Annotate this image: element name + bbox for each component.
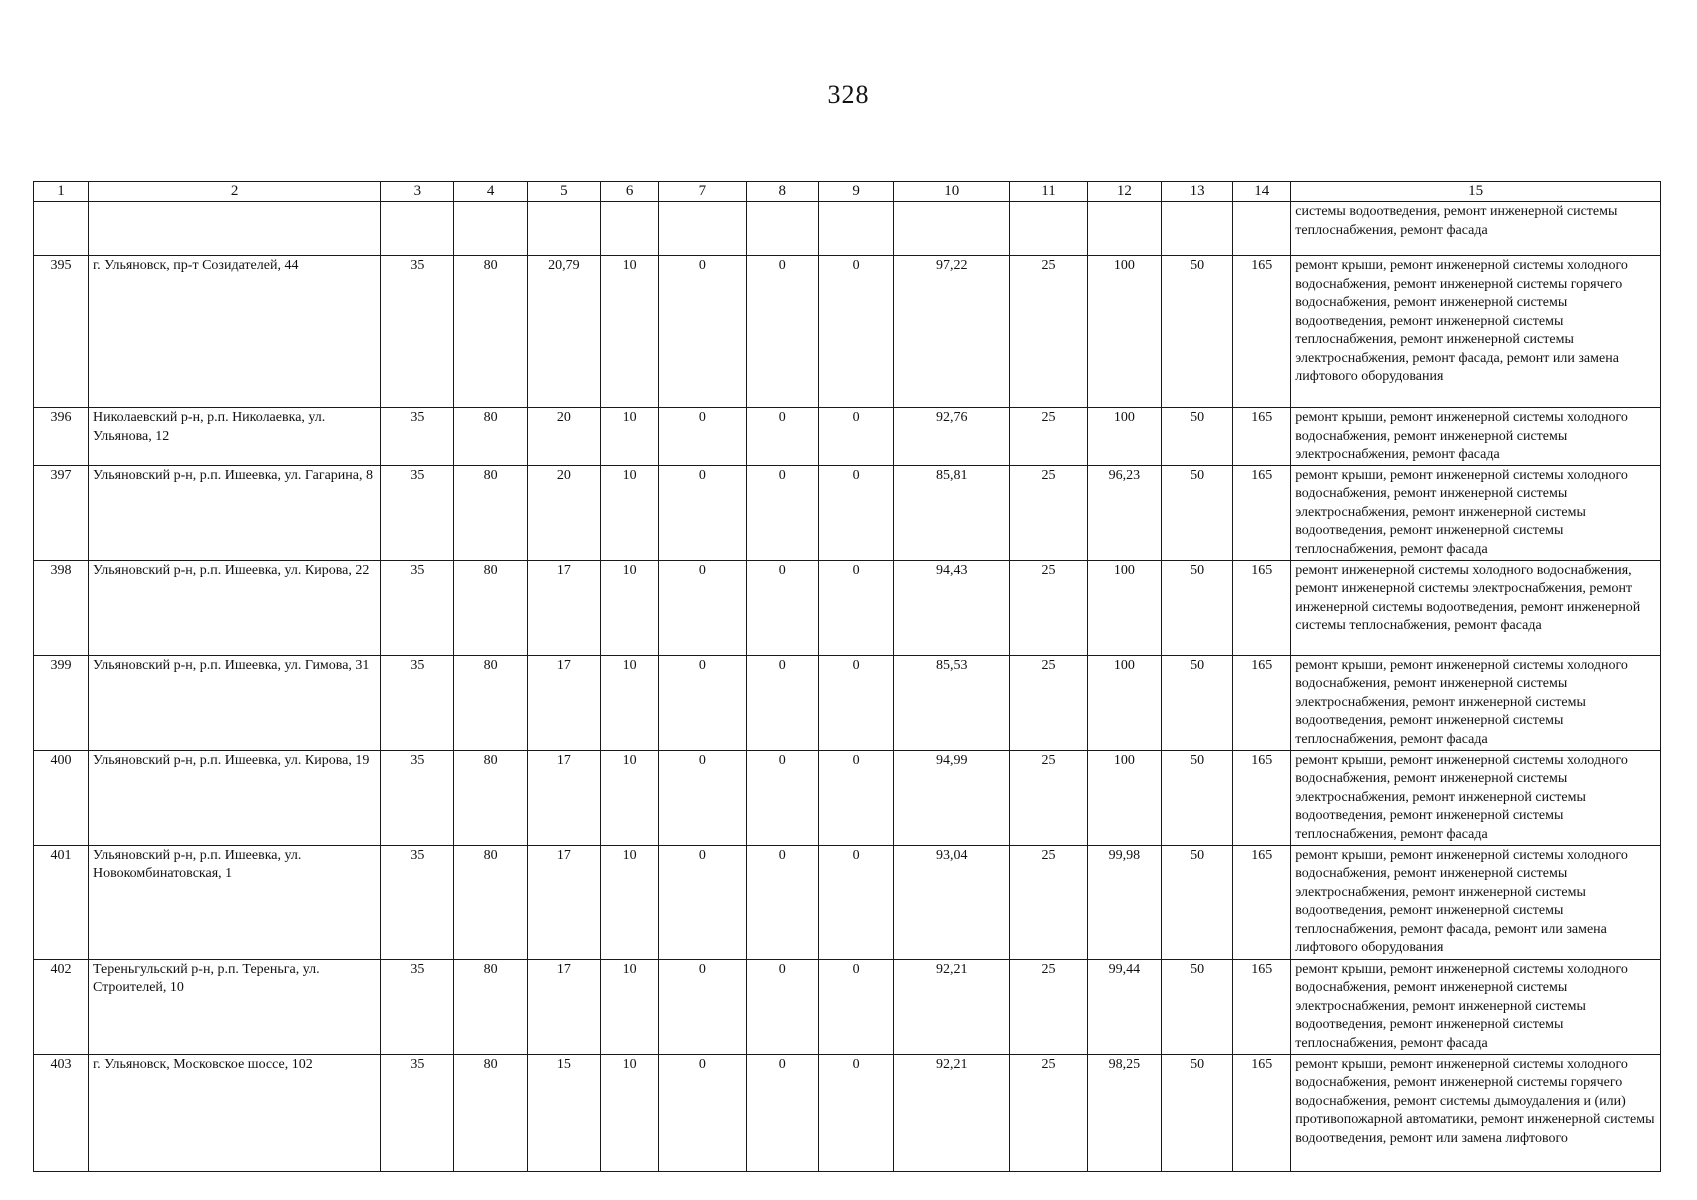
column-header: 13 [1162, 182, 1233, 202]
col7-value: 0 [659, 959, 747, 1054]
address-cell: Ульяновский р-н, р.п. Ишеевка, ул. Кирова, 22 [88, 560, 380, 655]
table-row [34, 655, 1661, 750]
col6-value: 10 [601, 1054, 659, 1171]
row-number: 395 [34, 256, 89, 408]
row-number: 402 [34, 959, 89, 1054]
col8-value: 0 [746, 1054, 818, 1171]
col5-value: 20,79 [527, 256, 600, 408]
col3-value: 35 [381, 845, 454, 959]
table-row [34, 959, 1661, 1054]
address-cell: Николаевский р-н, р.п. Николаевка, ул. Ульянова, 12 [88, 408, 380, 466]
table-row [34, 750, 1661, 845]
address-cell: г. Ульяновск, пр-т Созидателей, 44 [88, 256, 380, 408]
col6-value: 10 [601, 959, 659, 1054]
col5-value: 15 [527, 1054, 600, 1171]
col13-value: 50 [1162, 560, 1233, 655]
column-header: 10 [894, 182, 1010, 202]
continuation-row [34, 202, 1661, 256]
col11-value: 25 [1010, 408, 1087, 466]
col14-value: 165 [1233, 560, 1291, 655]
work-description: ремонт крыши, ремонт инженерной системы холодного водоснабжения, ремонт инженерной системы электроснабжения, ремонт фасада [1291, 408, 1661, 466]
col10-value: 85,53 [894, 655, 1010, 750]
col13-value: 50 [1162, 465, 1233, 560]
column-header: 7 [659, 182, 747, 202]
col4-value: 80 [454, 465, 527, 560]
col13-value: 50 [1162, 845, 1233, 959]
col12-value: 100 [1087, 560, 1161, 655]
col4-value: 80 [454, 845, 527, 959]
col3-value: 35 [381, 408, 454, 466]
column-header: 3 [381, 182, 454, 202]
row-number: 400 [34, 750, 89, 845]
col10-value: 94,99 [894, 750, 1010, 845]
row-number: 401 [34, 845, 89, 959]
row-number: 398 [34, 560, 89, 655]
col13-value: 50 [1162, 408, 1233, 466]
column-header: 2 [88, 182, 380, 202]
work-description: ремонт крыши, ремонт инженерной системы холодного водоснабжения, ремонт инженерной системы электроснабжения, ремонт инженерной системы водоотведения, ремонт инженерной системы теплоснабжения, ремонт фасада [1291, 959, 1661, 1054]
address-cell: Ульяновский р-н, р.п. Ишеевка, ул. Гагарина, 8 [88, 465, 380, 560]
col8-value: 0 [746, 750, 818, 845]
column-header: 6 [601, 182, 659, 202]
col11-value: 25 [1010, 560, 1087, 655]
table-row [34, 256, 1661, 408]
column-header: 4 [454, 182, 527, 202]
col3-value: 35 [381, 465, 454, 560]
col7-value: 0 [659, 256, 747, 408]
work-description: ремонт крыши, ремонт инженерной системы холодного водоснабжения, ремонт инженерной системы электроснабжения, ремонт инженерной системы водоотведения, ремонт инженерной системы теплоснабжения, ремонт фасада [1291, 750, 1661, 845]
col10-value: 92,21 [894, 959, 1010, 1054]
col10-value: 93,04 [894, 845, 1010, 959]
col12-value: 100 [1087, 256, 1161, 408]
work-description: ремонт крыши, ремонт инженерной системы холодного водоснабжения, ремонт инженерной системы электроснабжения, ремонт инженерной системы водоотведения, ремонт инженерной системы теплоснабжения, ремонт фасада, ремонт или замена лифтового оборудования [1291, 845, 1661, 959]
col3-value: 35 [381, 959, 454, 1054]
col6-value: 10 [601, 560, 659, 655]
col8-value: 0 [746, 256, 818, 408]
col10-value: 92,21 [894, 1054, 1010, 1171]
address-cell: Ульяновский р-н, р.п. Ишеевка, ул. Гимова, 31 [88, 655, 380, 750]
col5-value: 17 [527, 560, 600, 655]
col3-value: 35 [381, 1054, 454, 1171]
col13-value: 50 [1162, 655, 1233, 750]
col4-value: 80 [454, 1054, 527, 1171]
row-number: 397 [34, 465, 89, 560]
col9-value: 0 [818, 1054, 893, 1171]
column-header: 12 [1087, 182, 1161, 202]
col6-value: 10 [601, 408, 659, 466]
col13-value: 50 [1162, 256, 1233, 408]
col14-value: 165 [1233, 465, 1291, 560]
col8-value: 0 [746, 845, 818, 959]
col8-value: 0 [746, 408, 818, 466]
col6-value: 10 [601, 750, 659, 845]
col4-value: 80 [454, 655, 527, 750]
column-header: 9 [818, 182, 893, 202]
col8-value: 0 [746, 465, 818, 560]
col11-value: 25 [1010, 655, 1087, 750]
work-description: ремонт крыши, ремонт инженерной системы холодного водоснабжения, ремонт инженерной системы электроснабжения, ремонт инженерной системы водоотведения, ремонт инженерной системы теплоснабжения, ремонт фасада [1291, 465, 1661, 560]
address-cell: Тереньгульский р-н, р.п. Тереньга, ул. Строителей, 10 [88, 959, 380, 1054]
table-row [34, 560, 1661, 655]
col12-value: 100 [1087, 655, 1161, 750]
col9-value: 0 [818, 256, 893, 408]
col14-value: 165 [1233, 256, 1291, 408]
col9-value: 0 [818, 845, 893, 959]
col7-value: 0 [659, 750, 747, 845]
col5-value: 17 [527, 959, 600, 1054]
col5-value: 20 [527, 465, 600, 560]
table-row [34, 845, 1661, 959]
col11-value: 25 [1010, 959, 1087, 1054]
col13-value: 50 [1162, 1054, 1233, 1171]
col12-value: 100 [1087, 408, 1161, 466]
col12-value: 99,98 [1087, 845, 1161, 959]
col9-value: 0 [818, 750, 893, 845]
col13-value: 50 [1162, 750, 1233, 845]
address-cell: г. Ульяновск, Московское шоссе, 102 [88, 1054, 380, 1171]
col11-value: 25 [1010, 1054, 1087, 1171]
col8-value: 0 [746, 560, 818, 655]
work-description: системы водоотведения, ремонт инженерной системы теплоснабжения, ремонт фасада [1291, 202, 1661, 256]
table-row [34, 465, 1661, 560]
column-header: 8 [746, 182, 818, 202]
col14-value: 165 [1233, 845, 1291, 959]
col12-value: 99,44 [1087, 959, 1161, 1054]
row-number: 399 [34, 655, 89, 750]
table-header-row [34, 182, 1661, 202]
col5-value: 17 [527, 655, 600, 750]
column-header: 5 [527, 182, 600, 202]
repair-program-table [33, 181, 1661, 1172]
table-row [34, 1054, 1661, 1171]
col7-value: 0 [659, 1054, 747, 1171]
col4-value: 80 [454, 959, 527, 1054]
col12-value: 96,23 [1087, 465, 1161, 560]
address-cell: Ульяновский р-н, р.п. Ишеевка, ул. Кирова, 19 [88, 750, 380, 845]
column-header: 15 [1291, 182, 1661, 202]
work-description: ремонт крыши, ремонт инженерной системы холодного водоснабжения, ремонт инженерной системы электроснабжения, ремонт инженерной системы водоотведения, ремонт инженерной системы теплоснабжения, ремонт фасада [1291, 655, 1661, 750]
col7-value: 0 [659, 408, 747, 466]
column-header: 14 [1233, 182, 1291, 202]
row-number: 403 [34, 1054, 89, 1171]
col14-value: 165 [1233, 1054, 1291, 1171]
col11-value: 25 [1010, 465, 1087, 560]
column-header: 1 [34, 182, 89, 202]
row-number: 396 [34, 408, 89, 466]
col11-value: 25 [1010, 845, 1087, 959]
col10-value: 85,81 [894, 465, 1010, 560]
col8-value: 0 [746, 655, 818, 750]
col12-value: 98,25 [1087, 1054, 1161, 1171]
col4-value: 80 [454, 408, 527, 466]
col5-value: 17 [527, 845, 600, 959]
col7-value: 0 [659, 560, 747, 655]
col9-value: 0 [818, 408, 893, 466]
col10-value: 92,76 [894, 408, 1010, 466]
col7-value: 0 [659, 845, 747, 959]
col4-value: 80 [454, 750, 527, 845]
column-header: 11 [1010, 182, 1087, 202]
col8-value: 0 [746, 959, 818, 1054]
col3-value: 35 [381, 256, 454, 408]
col3-value: 35 [381, 560, 454, 655]
col3-value: 35 [381, 750, 454, 845]
col9-value: 0 [818, 560, 893, 655]
col4-value: 80 [454, 560, 527, 655]
col11-value: 25 [1010, 256, 1087, 408]
work-description: ремонт крыши, ремонт инженерной системы холодного водоснабжения, ремонт инженерной системы горячего водоснабжения, ремонт системы дымоудаления и (или) противопожарной автоматики, ремонт инженерной системы водоотведения, ремонт или замена лифтового [1291, 1054, 1661, 1171]
col10-value: 97,22 [894, 256, 1010, 408]
col9-value: 0 [818, 655, 893, 750]
col14-value: 165 [1233, 750, 1291, 845]
col6-value: 10 [601, 256, 659, 408]
work-description: ремонт инженерной системы холодного водоснабжения, ремонт инженерной системы электроснабжения, ремонт инженерной системы водоотведения, ремонт инженерной системы теплоснабжения, ремонт фасада [1291, 560, 1661, 655]
address-cell: Ульяновский р-н, р.п. Ишеевка, ул. Новокомбинатовская, 1 [88, 845, 380, 959]
table-row [34, 408, 1661, 466]
col14-value: 165 [1233, 408, 1291, 466]
col9-value: 0 [818, 465, 893, 560]
col14-value: 165 [1233, 959, 1291, 1054]
col4-value: 80 [454, 256, 527, 408]
work-description: ремонт крыши, ремонт инженерной системы холодного водоснабжения, ремонт инженерной системы горячего водоснабжения, ремонт инженерной системы водоотведения, ремонт инженерной системы теплоснабжения, ремонт инженерной системы электроснабжения, ремонт фасада, ремонт или замена лифтового оборудования [1291, 256, 1661, 408]
page-number: 328 [827, 80, 870, 109]
col7-value: 0 [659, 465, 747, 560]
col11-value: 25 [1010, 750, 1087, 845]
col14-value: 165 [1233, 655, 1291, 750]
col12-value: 100 [1087, 750, 1161, 845]
col6-value: 10 [601, 845, 659, 959]
col6-value: 10 [601, 655, 659, 750]
col7-value: 0 [659, 655, 747, 750]
col6-value: 10 [601, 465, 659, 560]
col10-value: 94,43 [894, 560, 1010, 655]
col5-value: 20 [527, 408, 600, 466]
col3-value: 35 [381, 655, 454, 750]
col13-value: 50 [1162, 959, 1233, 1054]
col5-value: 17 [527, 750, 600, 845]
col9-value: 0 [818, 959, 893, 1054]
